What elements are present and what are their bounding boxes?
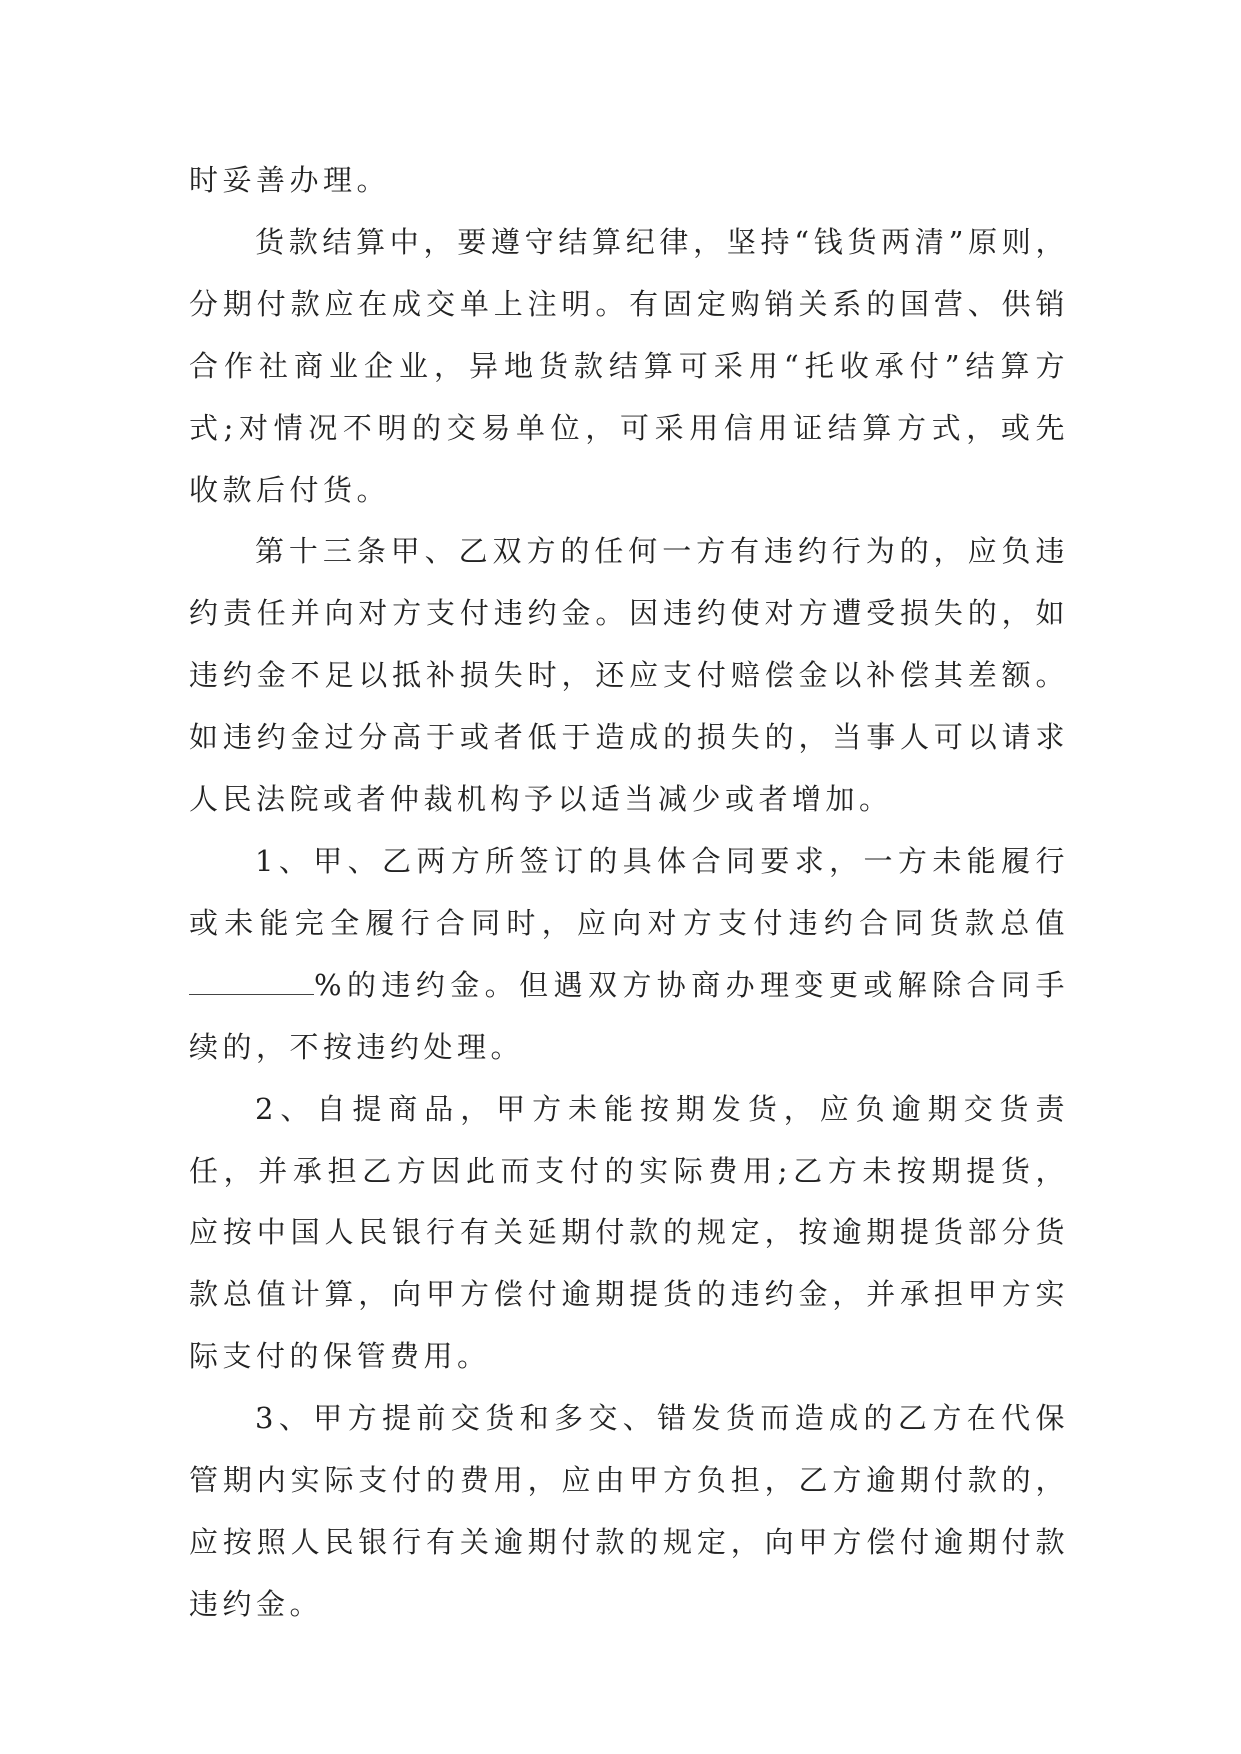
clause-1-text-after: %的违约金。但遇双方协商办理变更或解除合同手续的，不按违约处理。 (189, 967, 1069, 1064)
paragraph-clause-1 (189, 831, 1069, 1079)
paragraph-payment-settlement: 货款结算中，要遵守结算纪律，坚持“钱货两清”原则，分期付款应在成交单上注明。有固定购销关系的国营、供销合作社商业企业，异地货款结算可采用“托收承付”结算方式;对情况不明的交易单位，可采用信用证结算方式，或先收款后付货。 (189, 224, 1069, 507)
paragraph-clause-3: 3、甲方提前交货和多交、错发货而造成的乙方在代保管期内实际支付的费用，应由甲方负担，乙方逾期付款的，应按照人民银行有关逾期付款的规定，向甲方偿付逾期付款违约金。 (189, 1401, 1069, 1621)
document-body (189, 150, 1069, 1636)
fill-in-blank (189, 993, 314, 995)
paragraph-continuation: 时妥善办理。 (189, 163, 391, 197)
paragraph-clause-2: 2、自提商品，甲方未能按期发货，应负逾期交货责任，并承担乙方因此而支付的实际费用;乙方未按期提货，应按中国人民银行有关延期付款的规定，按逾期提货部分货款总值计算，向甲方偿付逾期提货的违约金，并承担甲方实际支付的保管费用。 (189, 1091, 1069, 1374)
clause-1-text-before: 1、甲、乙两方所签订的具体合同要求，一方未能履行或未能完全履行合同时，应向对方支付违约合同货款总值 (189, 843, 1069, 940)
paragraph-article-13: 第十三条甲、乙双方的任何一方有违约行为的，应负违约责任并向对方支付违约金。因违约使对方遭受损失的，如违约金不足以抵补损失时，还应支付赔偿金以补偿其差额。如违约金过分高于或者低于造成的损失的，当事人可以请求人民法院或者仲裁机构予以适当减少或者增加。 (189, 534, 1069, 817)
